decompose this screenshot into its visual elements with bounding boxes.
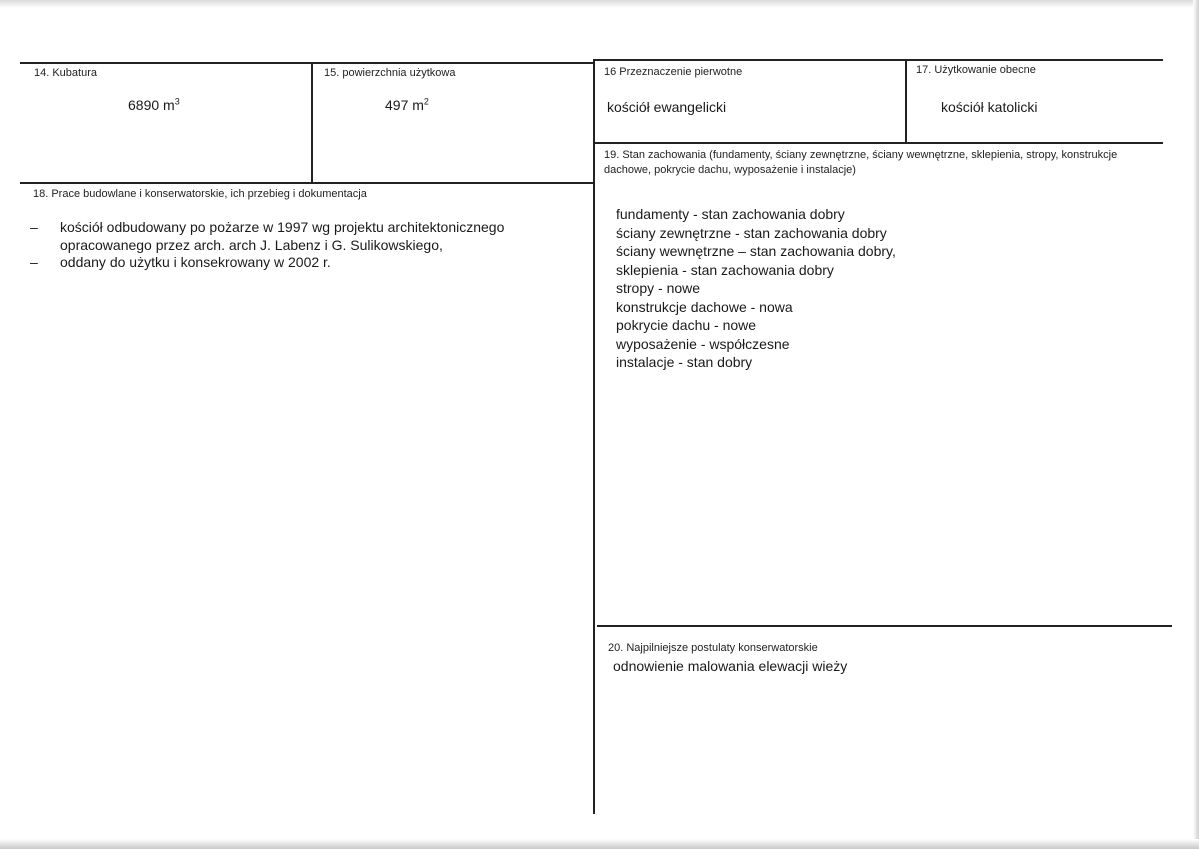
field-19-label: 19. Stan zachowania (fundamenty, ściany zewnętrzne, ściany wewnętrzne, sklepienia, stropy, konstrukcje dachowe, pokrycie dachu, wyposażenie i instalacje) xyxy=(604,149,1118,176)
top-border-right xyxy=(593,59,1163,61)
divider-16-17 xyxy=(905,60,907,144)
field-18-label: 18. Prace budowlane i konserwatorskie, ich przebieg i dokumentacja xyxy=(33,188,367,200)
field-17-label: 17. Użytkowanie obecne xyxy=(916,64,1036,76)
scan-edge-bottom xyxy=(0,839,1199,849)
list-item: fundamenty - stan zachowania dobry xyxy=(616,206,845,222)
list-item: konstrukcje dachowe - nowa xyxy=(616,298,793,315)
field-20-value: odnowienie malowania elewacji wieży xyxy=(613,658,848,674)
list-item: ściany zewnętrzne - stan zachowania dobry xyxy=(616,224,887,241)
field-17-value: kościół katolicki xyxy=(941,99,1038,115)
field-16-label: 16 Przeznaczenie pierwotne xyxy=(604,66,743,78)
list-item: pokrycie dachu - nowe xyxy=(616,317,757,333)
divider-left-right xyxy=(593,60,595,814)
border-above-20 xyxy=(597,625,1172,627)
dash-bullet: – xyxy=(30,254,38,270)
list-item: – oddany do użytku i konsekrowany w 2002 r. xyxy=(30,254,331,270)
scan-edge-top xyxy=(0,0,1199,8)
field-20-label: 20. Najpilniejsze postulaty konserwatorskie xyxy=(608,642,818,654)
list-item: wyposażenie - współczesne xyxy=(616,335,790,352)
field-14-value: 6890 $m^3$ xyxy=(128,96,180,113)
field-15-label: 15. powierzchnia użytkowa xyxy=(324,67,456,79)
list-item: sklepienia - stan zachowania dobry xyxy=(616,261,834,278)
list-item: ściany wewnętrzne – stan zachowania dobry, xyxy=(616,243,896,259)
field-14-label: 14. Kubatura xyxy=(34,67,97,79)
field-18-list xyxy=(30,219,504,272)
list-item: stropy - nowe xyxy=(616,280,701,296)
field-15-value: 497 $m^2$ xyxy=(385,96,429,113)
field-19-list xyxy=(616,205,896,372)
dash-bullet: – xyxy=(30,219,38,235)
list-item: – kościół odbudowany po pożarze w 1997 wg projektu architektonicznego opracowanego przez arch. arch J. Labenz i G. Sulikowskiego, xyxy=(30,219,505,253)
scan-edge-right xyxy=(1193,0,1199,849)
divider-14-15 xyxy=(311,63,313,184)
border-below-16-17 xyxy=(593,142,1163,144)
border-below-14-15 xyxy=(20,182,594,184)
list-item: instalacje - stan dobry xyxy=(616,354,753,370)
top-border-left xyxy=(20,62,593,64)
field-16-value: kościół ewangelicki xyxy=(607,99,727,115)
